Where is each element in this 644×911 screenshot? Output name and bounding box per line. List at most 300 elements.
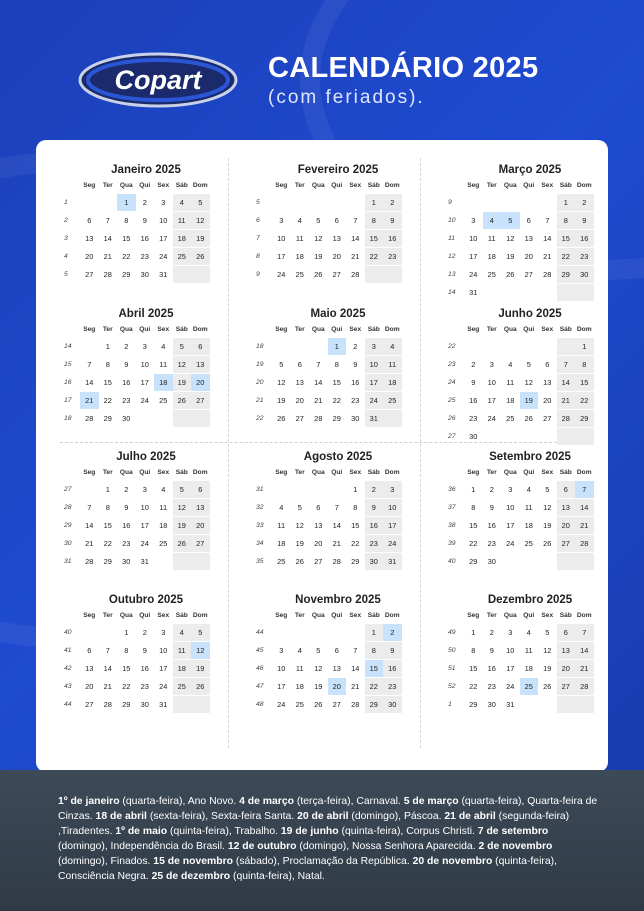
day-cell: 14 (103, 663, 112, 673)
weekday-label: Sáb (559, 469, 572, 476)
day-cell: 16 (575, 230, 594, 247)
week-row (254, 373, 404, 391)
day-cell: 10 (383, 499, 402, 516)
day-cell: 29 (332, 413, 341, 423)
day-cell: 16 (487, 520, 496, 530)
month-3 (446, 162, 596, 301)
day-cell: 24 (506, 538, 515, 548)
day-cell: 1 (117, 194, 136, 211)
week-row (446, 427, 596, 445)
empty-cell (309, 338, 328, 355)
day-cell: 27 (314, 556, 323, 566)
empty-cell (80, 194, 99, 211)
day-cell: 9 (383, 642, 402, 659)
empty-cell (80, 481, 99, 498)
day-cell: 27 (191, 535, 210, 552)
month-title: Junho 2025 (498, 308, 562, 320)
weekday-label: Qua (311, 182, 325, 189)
day-cell: 14 (557, 374, 576, 391)
week-number: 31 (64, 557, 72, 565)
week-row (62, 480, 212, 498)
day-cell: 3 (365, 338, 384, 355)
day-cell: 7 (575, 481, 594, 498)
day-cell: 9 (489, 645, 494, 655)
day-cell: 10 (469, 233, 478, 243)
week-number: 45 (256, 646, 264, 654)
day-cell: 1 (328, 338, 347, 355)
week-number: 52 (448, 682, 456, 690)
day-cell: 21 (80, 392, 99, 409)
week-number: 18 (256, 342, 264, 350)
day-cell: 14 (351, 233, 360, 243)
week-number: 12 (448, 252, 456, 260)
day-cell: 9 (142, 215, 147, 225)
day-cell: 15 (103, 377, 112, 387)
day-cell: 5 (316, 215, 321, 225)
day-cell: 21 (351, 681, 360, 691)
weekday-label: Seg (275, 182, 288, 189)
week-row (62, 552, 212, 570)
week-number: 2 (64, 216, 68, 224)
day-cell: 25 (173, 678, 192, 695)
day-cell: 16 (469, 395, 478, 405)
day-cell: 8 (471, 645, 476, 655)
weekday-label: Qui (331, 326, 343, 333)
day-cell: 16 (122, 377, 131, 387)
day-cell: 20 (85, 681, 94, 691)
day-cell: 20 (191, 517, 210, 534)
day-cell: 29 (557, 266, 576, 283)
brand-name: Copart (114, 65, 202, 95)
week-number: 20 (256, 378, 264, 386)
week-row (254, 265, 404, 283)
header (0, 0, 644, 140)
week-number: 31 (256, 485, 264, 493)
day-cell: 7 (87, 502, 92, 512)
day-cell: 12 (191, 642, 210, 659)
day-cell: 8 (353, 502, 358, 512)
day-cell: 13 (85, 663, 94, 673)
weekday-label: Ter (102, 612, 113, 619)
day-cell: 20 (524, 251, 533, 261)
week-number: 46 (256, 664, 264, 672)
week-row (62, 373, 212, 391)
day-cell: 1 (365, 194, 384, 211)
day-cell: 9 (383, 212, 402, 229)
weekday-label: Ter (486, 326, 497, 333)
month-4 (62, 306, 212, 427)
month-2 (254, 162, 404, 283)
day-cell: 17 (140, 520, 149, 530)
empty-cell (538, 284, 557, 301)
weekday-header (80, 178, 212, 193)
day-cell: 21 (543, 251, 552, 261)
day-cell: 20 (332, 251, 341, 261)
day-cell: 15 (469, 520, 478, 530)
weekday-label: Sex (349, 469, 362, 476)
day-cell: 26 (173, 392, 192, 409)
week-row (446, 695, 596, 713)
day-cell: 27 (85, 269, 94, 279)
weekday-label: Qui (331, 469, 343, 476)
weekday-label: Qui (331, 182, 343, 189)
week-number: 36 (448, 485, 456, 493)
day-cell: 20 (543, 395, 552, 405)
day-cell: 25 (295, 269, 304, 279)
empty-cell (154, 553, 173, 570)
weekday-label: Qui (139, 182, 151, 189)
month-title: Fevereiro 2025 (297, 164, 379, 176)
week-number: 47 (256, 682, 264, 690)
day-cell: 15 (122, 663, 131, 673)
day-cell: 14 (85, 377, 94, 387)
day-cell: 21 (103, 251, 112, 261)
day-cell: 4 (508, 359, 513, 369)
day-cell: 27 (524, 269, 533, 279)
day-cell: 28 (543, 269, 552, 279)
day-cell: 9 (353, 359, 358, 369)
day-cell: 4 (483, 212, 502, 229)
week-number: 22 (448, 342, 456, 350)
weekday-header (80, 608, 212, 623)
week-row (446, 623, 596, 641)
week-row (446, 355, 596, 373)
holiday-date: 18 de abril (95, 811, 147, 822)
weekday-label: Dom (192, 326, 208, 333)
day-cell: 15 (351, 520, 360, 530)
holiday-date: 20 de abril (297, 811, 349, 822)
day-cell: 13 (543, 377, 552, 387)
week-number: 11 (448, 234, 456, 242)
day-cell: 6 (557, 481, 576, 498)
weekday-label: Sex (541, 612, 554, 619)
day-cell: 2 (383, 624, 402, 641)
day-cell: 6 (191, 338, 210, 355)
day-cell: 18 (159, 520, 168, 530)
weekday-label: Sex (349, 326, 362, 333)
day-cell: 23 (122, 538, 131, 548)
day-cell: 2 (489, 627, 494, 637)
weekday-label: Dom (576, 182, 592, 189)
calendar-card (36, 140, 608, 772)
day-cell: 31 (365, 410, 384, 427)
day-cell: 24 (469, 269, 478, 279)
day-cell: 19 (520, 392, 539, 409)
day-cell: 7 (575, 624, 594, 641)
week-number: 40 (64, 628, 72, 636)
week-row (446, 229, 596, 247)
day-cell: 21 (351, 251, 360, 261)
week-row (62, 355, 212, 373)
day-cell: 24 (140, 538, 149, 548)
day-cell: 17 (365, 374, 384, 391)
day-cell: 18 (173, 230, 192, 247)
day-cell: 30 (365, 553, 384, 570)
empty-cell (99, 624, 118, 641)
day-cell: 30 (351, 413, 360, 423)
day-cell: 23 (575, 248, 594, 265)
weekday-label: Qui (331, 612, 343, 619)
footer (0, 770, 644, 911)
holiday-description: (domingo), Finados. (58, 856, 154, 867)
day-cell: 2 (142, 197, 147, 207)
empty-cell (520, 696, 539, 713)
day-cell: 9 (365, 499, 384, 516)
day-cell: 20 (557, 517, 576, 534)
week-row (254, 391, 404, 409)
weekday-label: Seg (275, 612, 288, 619)
day-cell: 26 (295, 556, 304, 566)
day-cell: 15 (469, 663, 478, 673)
day-cell: 23 (122, 395, 131, 405)
day-cell: 27 (85, 699, 94, 709)
weekday-label: Qua (503, 182, 517, 189)
day-cell: 8 (124, 645, 129, 655)
day-cell: 17 (506, 663, 515, 673)
day-cell: 13 (524, 233, 533, 243)
week-number: 48 (256, 700, 264, 708)
empty-cell (538, 428, 557, 445)
empty-cell (520, 338, 539, 355)
day-cell: 31 (159, 269, 168, 279)
month-8 (254, 449, 404, 570)
week-row (446, 391, 596, 409)
week-number: 14 (64, 342, 72, 350)
empty-cell (272, 338, 291, 355)
day-cell: 21 (85, 538, 94, 548)
day-cell: 26 (277, 413, 286, 423)
weekday-label: Ter (486, 469, 497, 476)
empty-cell (173, 410, 192, 427)
weekday-label: Seg (83, 182, 96, 189)
weekday-label: Seg (83, 326, 96, 333)
day-cell: 15 (365, 660, 384, 677)
weekday-label: Sáb (559, 612, 572, 619)
day-cell: 10 (159, 215, 168, 225)
day-cell: 2 (353, 341, 358, 351)
day-cell: 12 (295, 520, 304, 530)
empty-cell (557, 696, 576, 713)
day-cell: 7 (105, 645, 110, 655)
week-number: 43 (64, 682, 72, 690)
day-cell: 4 (279, 502, 284, 512)
day-cell: 11 (487, 233, 496, 243)
day-cell: 27 (543, 413, 552, 423)
day-cell: 5 (173, 338, 192, 355)
weekday-header (272, 322, 404, 337)
day-cell: 1 (557, 194, 576, 211)
day-cell: 30 (122, 556, 131, 566)
day-cell: 16 (140, 233, 149, 243)
weekday-label: Seg (467, 326, 480, 333)
month-title: Maio 2025 (310, 308, 366, 320)
week-number: 49 (448, 628, 456, 636)
day-cell: 31 (140, 556, 149, 566)
day-cell: 2 (471, 359, 476, 369)
day-cell: 6 (526, 215, 531, 225)
day-cell: 4 (526, 627, 531, 637)
day-cell: 22 (469, 538, 478, 548)
day-cell: 28 (314, 413, 323, 423)
day-cell: 27 (557, 535, 576, 552)
day-cell: 11 (159, 502, 168, 512)
weekday-header (464, 465, 596, 480)
weekday-label: Dom (192, 182, 208, 189)
week-number: 38 (448, 521, 456, 529)
weekday-label: Sáb (559, 182, 572, 189)
week-row (254, 229, 404, 247)
day-cell: 11 (159, 359, 168, 369)
week-row (62, 534, 212, 552)
empty-cell (328, 194, 347, 211)
day-cell: 24 (277, 699, 286, 709)
weekday-label: Sáb (367, 326, 380, 333)
weekday-label: Seg (275, 469, 288, 476)
day-cell: 31 (383, 553, 402, 570)
weekday-label: Dom (384, 182, 400, 189)
day-cell: 8 (334, 359, 339, 369)
day-cell: 7 (353, 645, 358, 655)
empty-cell (575, 696, 594, 713)
day-cell: 22 (332, 395, 341, 405)
day-cell: 2 (124, 341, 129, 351)
empty-cell (501, 338, 520, 355)
day-cell: 3 (508, 484, 513, 494)
empty-cell (291, 624, 310, 641)
day-cell: 29 (351, 556, 360, 566)
week-number: 27 (64, 485, 72, 493)
month-11 (254, 592, 404, 713)
day-cell: 8 (105, 502, 110, 512)
weekday-label: Qua (311, 612, 325, 619)
day-cell: 18 (524, 663, 533, 673)
day-cell: 6 (316, 502, 321, 512)
day-cell: 4 (383, 338, 402, 355)
day-cell: 4 (161, 341, 166, 351)
empty-cell (191, 410, 210, 427)
weekday-label: Qua (311, 326, 325, 333)
day-cell: 18 (524, 520, 533, 530)
day-cell: 19 (543, 520, 552, 530)
week-number: 32 (256, 503, 264, 511)
day-cell: 19 (506, 251, 515, 261)
holiday-date: 2 de novembro (478, 841, 553, 852)
day-cell: 27 (557, 678, 576, 695)
week-row (62, 677, 212, 695)
empty-cell (309, 481, 328, 498)
weekday-label: Ter (294, 326, 305, 333)
day-cell: 16 (351, 377, 360, 387)
day-cell: 1 (353, 484, 358, 494)
empty-cell (173, 553, 192, 570)
day-cell: 10 (159, 645, 168, 655)
day-cell: 10 (140, 502, 149, 512)
week-row (62, 337, 212, 355)
day-cell: 25 (159, 538, 168, 548)
week-row (446, 534, 596, 552)
week-number: 25 (448, 396, 456, 404)
week-row (254, 247, 404, 265)
empty-cell (383, 266, 402, 283)
day-cell: 6 (87, 215, 92, 225)
day-cell: 27 (332, 269, 341, 279)
week-number: 27 (448, 432, 456, 440)
day-cell: 5 (191, 624, 210, 641)
empty-cell (483, 194, 502, 211)
week-row (446, 552, 596, 570)
weekday-label: Qua (119, 182, 133, 189)
day-cell: 24 (365, 392, 384, 409)
weekday-label: Qui (523, 326, 535, 333)
day-cell: 3 (508, 627, 513, 637)
week-row (446, 641, 596, 659)
empty-cell (365, 266, 384, 283)
month-title: Julho 2025 (116, 451, 176, 463)
holiday-description: (terça-feira), Carnaval. (293, 796, 404, 807)
day-cell: 24 (277, 269, 286, 279)
week-row (446, 480, 596, 498)
month-title: Novembro 2025 (295, 594, 381, 606)
weekday-label: Sáb (367, 469, 380, 476)
week-row (62, 247, 212, 265)
day-cell: 7 (353, 215, 358, 225)
empty-cell (99, 194, 118, 211)
week-row (62, 623, 212, 641)
day-cell: 24 (159, 251, 168, 261)
day-cell: 30 (487, 556, 496, 566)
day-cell: 9 (489, 502, 494, 512)
empty-cell (80, 624, 99, 641)
weekday-label: Ter (294, 182, 305, 189)
day-cell: 22 (122, 251, 131, 261)
day-cell: 23 (383, 248, 402, 265)
weekday-label: Dom (576, 326, 592, 333)
weekday-label: Dom (384, 326, 400, 333)
month-title: Setembro 2025 (489, 451, 571, 463)
day-cell: 19 (191, 230, 210, 247)
week-number: 16 (64, 378, 72, 386)
day-cell: 11 (383, 356, 402, 373)
weekday-label: Qua (119, 469, 133, 476)
weekday-label: Qua (503, 326, 517, 333)
day-cell: 26 (173, 535, 192, 552)
day-cell: 5 (526, 359, 531, 369)
week-row (62, 659, 212, 677)
day-cell: 11 (173, 212, 192, 229)
day-cell: 28 (351, 269, 360, 279)
weekday-label: Qua (311, 469, 325, 476)
empty-cell (464, 338, 483, 355)
day-cell: 11 (524, 502, 533, 512)
holiday-description: (sábado), Proclamação da República. (232, 856, 413, 867)
holiday-date: 4 de março (239, 796, 294, 807)
day-cell: 17 (506, 520, 515, 530)
weekday-header (464, 322, 596, 337)
copart-logo-icon (78, 52, 238, 108)
week-row (254, 498, 404, 516)
day-cell: 9 (471, 377, 476, 387)
empty-cell (575, 553, 594, 570)
day-cell: 26 (524, 413, 533, 423)
holiday-description: (sexta-feira), Sexta-feira Santa. (146, 811, 298, 822)
day-cell: 23 (140, 251, 149, 261)
day-cell: 18 (506, 395, 515, 405)
day-cell: 13 (314, 520, 323, 530)
empty-cell (575, 428, 594, 445)
day-cell: 12 (543, 502, 552, 512)
day-cell: 23 (383, 678, 402, 695)
weekday-header (272, 178, 404, 193)
